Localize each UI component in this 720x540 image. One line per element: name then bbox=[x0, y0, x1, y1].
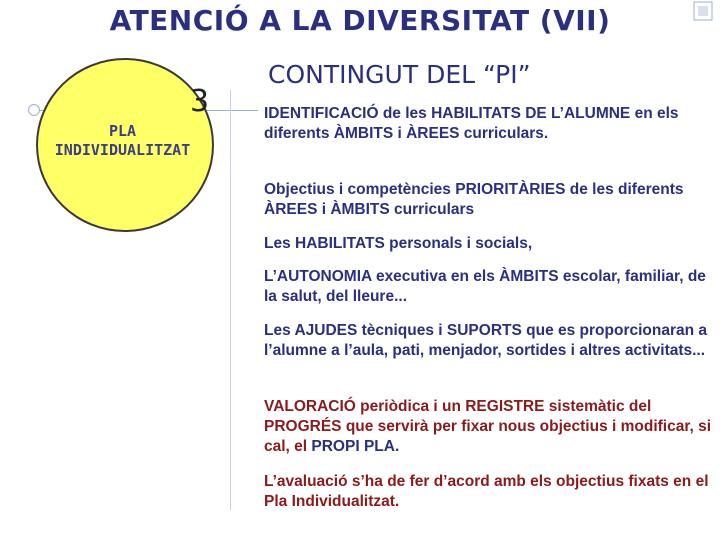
decorative-line bbox=[230, 90, 231, 510]
ellipse-label-line: INDIVIDUALITZAT bbox=[54, 141, 191, 159]
ellipse-label-line: PLA bbox=[108, 122, 137, 140]
slide-title: ATENCIÓ A LA DIVERSITAT (VII) bbox=[109, 4, 611, 37]
assessment-text: VALORACIÓ periòdica i un REGISTRE sistemàtic del PROGRÉS que servirà per fixar nous objectius i modificar, si cal, el bbox=[264, 398, 712, 455]
ellipse-label bbox=[30, 122, 215, 160]
ellipse-number: 3 bbox=[190, 84, 210, 119]
paragraph-evaluation: L’avaluació s’ha de fer d’acord amb els objectius fixats en el Pla Individualitzat. bbox=[264, 473, 709, 510]
assessment-text-end: PROPI PLA. bbox=[307, 438, 400, 455]
paragraph-skills: Les HABILITATS personals i socials, bbox=[264, 235, 533, 252]
paragraph-supports: Les AJUDES tècniques i SUPORTS que es proporcionaran a l’alumne a l’aula, pati, menjador, sortides i altres activitats... bbox=[264, 322, 708, 359]
paragraph-objectives: Objectius i competències PRIORITÀRIES de les diferents ÀREES i ÀMBITS curriculars bbox=[264, 181, 684, 218]
paragraph-identification: IDENTIFICACIÓ de les HABILITATS DE L’ALUMNE en els diferents ÀMBITS i ÀREES curriculars. bbox=[264, 105, 679, 142]
corner-decoration-icon bbox=[692, 0, 714, 22]
paragraph-autonomy: L’AUTONOMIA executiva en els ÀMBITS escolar, familiar, de la salut, del lleure... bbox=[264, 268, 706, 305]
content-heading: CONTINGUT DEL “PI” bbox=[268, 60, 531, 89]
decorative-circle-icon bbox=[28, 104, 40, 116]
paragraph-assessment bbox=[264, 397, 714, 457]
